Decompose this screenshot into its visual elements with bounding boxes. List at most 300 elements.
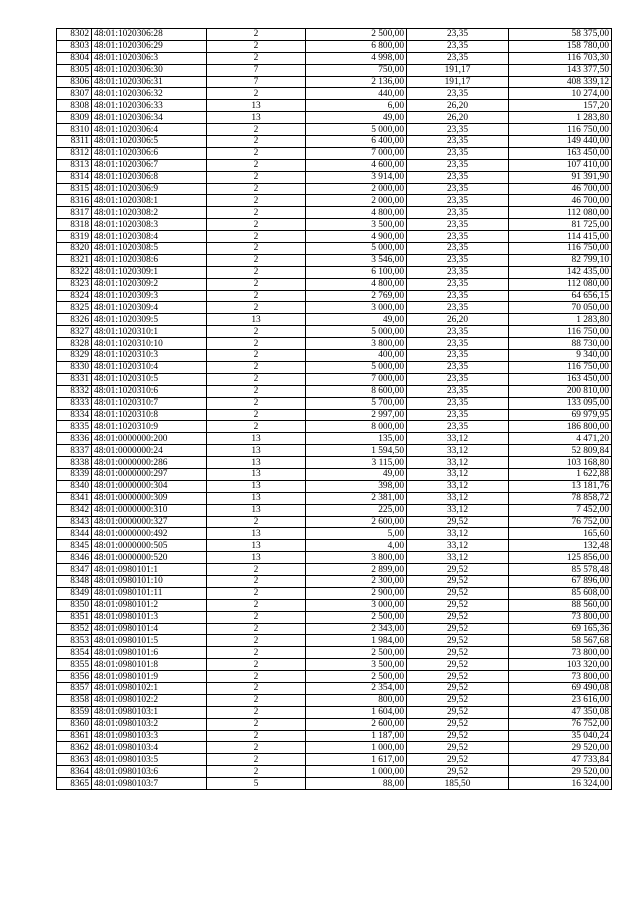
table-row xyxy=(57,373,612,385)
value-cell: 103 168,80 xyxy=(509,457,612,469)
table-row xyxy=(57,40,612,52)
area-cell: 3 500,00 xyxy=(306,659,407,671)
value-cell: 1 283,80 xyxy=(509,112,612,124)
cadastral-number-cell: 48:01:1020308:5 xyxy=(92,243,207,255)
cadastral-number-cell: 48:01:1020310:9 xyxy=(92,421,207,433)
row-number-cell: 8322 xyxy=(57,266,92,278)
value-cell: 9 340,00 xyxy=(509,350,612,362)
category-cell: 2 xyxy=(207,302,306,314)
cadastral-number-cell: 48:01:1020309:5 xyxy=(92,314,207,326)
category-cell: 2 xyxy=(207,124,306,136)
category-cell: 2 xyxy=(207,159,306,171)
area-cell: 3 914,00 xyxy=(306,171,407,183)
cadastral-number-cell: 48:01:0000000:310 xyxy=(92,504,207,516)
value-cell: 133 095,00 xyxy=(509,397,612,409)
row-number-cell: 8314 xyxy=(57,171,92,183)
category-cell: 13 xyxy=(207,528,306,540)
value-cell: 408 339,12 xyxy=(509,76,612,88)
table-row xyxy=(57,528,612,540)
row-number-cell: 8304 xyxy=(57,52,92,64)
value-cell: 47 733,84 xyxy=(509,754,612,766)
rate-cell: 26,20 xyxy=(407,100,509,112)
area-cell: 2 500,00 xyxy=(306,29,407,41)
row-number-cell: 8317 xyxy=(57,207,92,219)
row-number-cell: 8355 xyxy=(57,659,92,671)
cadastral-number-cell: 48:01:0000000:492 xyxy=(92,528,207,540)
cadastral-number-cell: 48:01:0980101:1 xyxy=(92,564,207,576)
cadastral-number-cell: 48:01:0980101:6 xyxy=(92,647,207,659)
table-row xyxy=(57,647,612,659)
area-cell: 2 381,00 xyxy=(306,492,407,504)
rate-cell: 29,52 xyxy=(407,742,509,754)
rate-cell: 29,52 xyxy=(407,730,509,742)
category-cell: 2 xyxy=(207,231,306,243)
area-cell: 2 300,00 xyxy=(306,575,407,587)
value-cell: 112 080,00 xyxy=(509,207,612,219)
area-cell: 2 136,00 xyxy=(306,76,407,88)
cadastral-number-cell: 48:01:1020306:34 xyxy=(92,112,207,124)
area-cell: 4 900,00 xyxy=(306,231,407,243)
table-row xyxy=(57,706,612,718)
area-cell: 3 000,00 xyxy=(306,302,407,314)
table-row xyxy=(57,302,612,314)
table-row xyxy=(57,243,612,255)
cadastral-number-cell: 48:01:1020309:4 xyxy=(92,302,207,314)
area-cell: 6 400,00 xyxy=(306,136,407,148)
area-cell: 750,00 xyxy=(306,64,407,76)
table-row xyxy=(57,754,612,766)
area-cell: 3 800,00 xyxy=(306,552,407,564)
category-cell: 2 xyxy=(207,373,306,385)
cadastral-number-cell: 48:01:1020310:1 xyxy=(92,326,207,338)
cadastral-number-cell: 48:01:0980101:11 xyxy=(92,587,207,599)
area-cell: 3 000,00 xyxy=(306,599,407,611)
rate-cell: 23,35 xyxy=(407,40,509,52)
row-number-cell: 8303 xyxy=(57,40,92,52)
value-cell: 116 750,00 xyxy=(509,326,612,338)
value-cell: 29 520,00 xyxy=(509,742,612,754)
area-cell: 6 100,00 xyxy=(306,266,407,278)
row-number-cell: 8361 xyxy=(57,730,92,742)
category-cell: 7 xyxy=(207,64,306,76)
cadastral-number-cell: 48:01:1020310:8 xyxy=(92,409,207,421)
value-cell: 85 608,00 xyxy=(509,587,612,599)
row-number-cell: 8315 xyxy=(57,183,92,195)
row-number-cell: 8324 xyxy=(57,290,92,302)
area-cell: 88,00 xyxy=(306,778,407,790)
area-cell: 4 998,00 xyxy=(306,52,407,64)
cadastral-number-cell: 48:01:1020306:28 xyxy=(92,29,207,41)
value-cell: 47 350,08 xyxy=(509,706,612,718)
area-cell: 2 900,00 xyxy=(306,587,407,599)
value-cell: 85 578,48 xyxy=(509,564,612,576)
rate-cell: 29,52 xyxy=(407,575,509,587)
value-cell: 69 979,95 xyxy=(509,409,612,421)
value-cell: 64 656,15 xyxy=(509,290,612,302)
category-cell: 2 xyxy=(207,278,306,290)
cadastral-number-cell: 48:01:0980101:10 xyxy=(92,575,207,587)
value-cell: 73 800,00 xyxy=(509,611,612,623)
table-body xyxy=(57,29,612,790)
value-cell: 103 320,00 xyxy=(509,659,612,671)
cadastral-number-cell: 48:01:1020306:9 xyxy=(92,183,207,195)
rate-cell: 23,35 xyxy=(407,88,509,100)
cadastral-number-cell: 48:01:1020310:6 xyxy=(92,385,207,397)
rate-cell: 33,12 xyxy=(407,528,509,540)
table-row xyxy=(57,457,612,469)
area-cell: 2 769,00 xyxy=(306,290,407,302)
table-row xyxy=(57,718,612,730)
rate-cell: 33,12 xyxy=(407,540,509,552)
rate-cell: 29,52 xyxy=(407,706,509,718)
table-row xyxy=(57,254,612,266)
rate-cell: 29,52 xyxy=(407,635,509,647)
rate-cell: 23,35 xyxy=(407,254,509,266)
area-cell: 49,00 xyxy=(306,112,407,124)
table-row xyxy=(57,611,612,623)
rate-cell: 29,52 xyxy=(407,647,509,659)
value-cell: 78 858,72 xyxy=(509,492,612,504)
cadastral-number-cell: 48:01:1020310:10 xyxy=(92,338,207,350)
area-cell: 4 800,00 xyxy=(306,278,407,290)
table-row xyxy=(57,207,612,219)
area-cell: 1 984,00 xyxy=(306,635,407,647)
category-cell: 13 xyxy=(207,540,306,552)
value-cell: 186 800,00 xyxy=(509,421,612,433)
table-row xyxy=(57,480,612,492)
table-row xyxy=(57,468,612,480)
cadastral-number-cell: 48:01:1020306:4 xyxy=(92,124,207,136)
row-number-cell: 8319 xyxy=(57,231,92,243)
area-cell: 2 500,00 xyxy=(306,671,407,683)
area-cell: 49,00 xyxy=(306,314,407,326)
rate-cell: 29,52 xyxy=(407,682,509,694)
area-cell: 4,00 xyxy=(306,540,407,552)
row-number-cell: 8325 xyxy=(57,302,92,314)
row-number-cell: 8302 xyxy=(57,29,92,41)
rate-cell: 33,12 xyxy=(407,492,509,504)
table-row xyxy=(57,124,612,136)
table-row xyxy=(57,147,612,159)
value-cell: 149 440,00 xyxy=(509,136,612,148)
category-cell: 2 xyxy=(207,754,306,766)
table-row xyxy=(57,159,612,171)
area-cell: 7 000,00 xyxy=(306,147,407,159)
category-cell: 7 xyxy=(207,76,306,88)
row-number-cell: 8329 xyxy=(57,350,92,362)
area-cell: 2 000,00 xyxy=(306,183,407,195)
table-row xyxy=(57,564,612,576)
row-number-cell: 8360 xyxy=(57,718,92,730)
rate-cell: 23,35 xyxy=(407,409,509,421)
area-cell: 1 000,00 xyxy=(306,766,407,778)
value-cell: 163 450,00 xyxy=(509,147,612,159)
cadastral-number-cell: 48:01:1020310:5 xyxy=(92,373,207,385)
category-cell: 5 xyxy=(207,778,306,790)
value-cell: 114 415,00 xyxy=(509,231,612,243)
rate-cell: 23,35 xyxy=(407,373,509,385)
category-cell: 13 xyxy=(207,492,306,504)
table-row xyxy=(57,421,612,433)
row-number-cell: 8335 xyxy=(57,421,92,433)
cadastral-number-cell: 48:01:1020306:29 xyxy=(92,40,207,52)
table-row xyxy=(57,136,612,148)
category-cell: 2 xyxy=(207,682,306,694)
value-cell: 46 700,00 xyxy=(509,195,612,207)
row-number-cell: 8346 xyxy=(57,552,92,564)
cadastral-number-cell: 48:01:0000000:309 xyxy=(92,492,207,504)
rate-cell: 26,20 xyxy=(407,112,509,124)
table-row xyxy=(57,183,612,195)
cadastral-number-cell: 48:01:0980103:6 xyxy=(92,766,207,778)
cadastral-number-cell: 48:01:1020306:5 xyxy=(92,136,207,148)
cadastral-number-cell: 48:01:0000000:304 xyxy=(92,480,207,492)
value-cell: 35 040,24 xyxy=(509,730,612,742)
row-number-cell: 8342 xyxy=(57,504,92,516)
rate-cell: 23,35 xyxy=(407,397,509,409)
cadastral-number-cell: 48:01:0980101:8 xyxy=(92,659,207,671)
rate-cell: 23,35 xyxy=(407,171,509,183)
rate-cell: 29,52 xyxy=(407,599,509,611)
row-number-cell: 8364 xyxy=(57,766,92,778)
table-row xyxy=(57,575,612,587)
category-cell: 2 xyxy=(207,290,306,302)
table-row xyxy=(57,409,612,421)
row-number-cell: 8363 xyxy=(57,754,92,766)
area-cell: 5 700,00 xyxy=(306,397,407,409)
value-cell: 76 752,00 xyxy=(509,718,612,730)
category-cell: 2 xyxy=(207,326,306,338)
table-row xyxy=(57,64,612,76)
area-cell: 2 899,00 xyxy=(306,564,407,576)
table-row xyxy=(57,100,612,112)
rate-cell: 33,12 xyxy=(407,445,509,457)
area-cell: 440,00 xyxy=(306,88,407,100)
cadastral-number-cell: 48:01:1020306:33 xyxy=(92,100,207,112)
value-cell: 165,60 xyxy=(509,528,612,540)
value-cell: 88 730,00 xyxy=(509,338,612,350)
value-cell: 23 616,00 xyxy=(509,694,612,706)
row-number-cell: 8311 xyxy=(57,136,92,148)
row-number-cell: 8318 xyxy=(57,219,92,231)
category-cell: 2 xyxy=(207,195,306,207)
area-cell: 1 604,00 xyxy=(306,706,407,718)
cadastral-number-cell: 48:01:0000000:286 xyxy=(92,457,207,469)
area-cell: 1 594,50 xyxy=(306,445,407,457)
cadastral-number-cell: 48:01:1020308:1 xyxy=(92,195,207,207)
cadastral-number-cell: 48:01:0980101:2 xyxy=(92,599,207,611)
row-number-cell: 8345 xyxy=(57,540,92,552)
row-number-cell: 8320 xyxy=(57,243,92,255)
rate-cell: 23,35 xyxy=(407,278,509,290)
rate-cell: 29,52 xyxy=(407,611,509,623)
category-cell: 2 xyxy=(207,88,306,100)
category-cell: 13 xyxy=(207,100,306,112)
row-number-cell: 8359 xyxy=(57,706,92,718)
table-row xyxy=(57,171,612,183)
table-row xyxy=(57,88,612,100)
rate-cell: 29,52 xyxy=(407,659,509,671)
row-number-cell: 8312 xyxy=(57,147,92,159)
row-number-cell: 8352 xyxy=(57,623,92,635)
category-cell: 2 xyxy=(207,611,306,623)
value-cell: 163 450,00 xyxy=(509,373,612,385)
row-number-cell: 8323 xyxy=(57,278,92,290)
rate-cell: 23,35 xyxy=(407,326,509,338)
table-row xyxy=(57,778,612,790)
value-cell: 46 700,00 xyxy=(509,183,612,195)
area-cell: 2 354,00 xyxy=(306,682,407,694)
table-row xyxy=(57,326,612,338)
cadastral-number-cell: 48:01:0000000:327 xyxy=(92,516,207,528)
rate-cell: 29,52 xyxy=(407,694,509,706)
cadastral-number-cell: 48:01:1020308:2 xyxy=(92,207,207,219)
row-number-cell: 8353 xyxy=(57,635,92,647)
cadastral-number-cell: 48:01:0000000:297 xyxy=(92,468,207,480)
area-cell: 2 600,00 xyxy=(306,516,407,528)
area-cell: 398,00 xyxy=(306,480,407,492)
value-cell: 73 800,00 xyxy=(509,647,612,659)
area-cell: 2 343,00 xyxy=(306,623,407,635)
cadastral-number-cell: 48:01:1020306:31 xyxy=(92,76,207,88)
row-number-cell: 8332 xyxy=(57,385,92,397)
value-cell: 91 391,90 xyxy=(509,171,612,183)
rate-cell: 33,12 xyxy=(407,468,509,480)
row-number-cell: 8362 xyxy=(57,742,92,754)
row-number-cell: 8316 xyxy=(57,195,92,207)
row-number-cell: 8347 xyxy=(57,564,92,576)
table-row xyxy=(57,385,612,397)
category-cell: 2 xyxy=(207,647,306,659)
value-cell: 116 750,00 xyxy=(509,243,612,255)
row-number-cell: 8333 xyxy=(57,397,92,409)
value-cell: 158 780,00 xyxy=(509,40,612,52)
area-cell: 5,00 xyxy=(306,528,407,540)
category-cell: 2 xyxy=(207,694,306,706)
table-row xyxy=(57,682,612,694)
category-cell: 2 xyxy=(207,254,306,266)
area-cell: 1 617,00 xyxy=(306,754,407,766)
cadastral-number-cell: 48:01:1020309:3 xyxy=(92,290,207,302)
row-number-cell: 8354 xyxy=(57,647,92,659)
cadastral-number-cell: 48:01:0980102:1 xyxy=(92,682,207,694)
rate-cell: 23,35 xyxy=(407,29,509,41)
table-row xyxy=(57,623,612,635)
rate-cell: 23,35 xyxy=(407,266,509,278)
area-cell: 400,00 xyxy=(306,350,407,362)
rate-cell: 23,35 xyxy=(407,147,509,159)
table-row xyxy=(57,52,612,64)
rate-cell: 33,12 xyxy=(407,433,509,445)
rate-cell: 23,35 xyxy=(407,338,509,350)
value-cell: 29 520,00 xyxy=(509,766,612,778)
row-number-cell: 8341 xyxy=(57,492,92,504)
row-number-cell: 8357 xyxy=(57,682,92,694)
table-row xyxy=(57,231,612,243)
category-cell: 2 xyxy=(207,635,306,647)
rate-cell: 29,52 xyxy=(407,564,509,576)
rate-cell: 29,52 xyxy=(407,766,509,778)
area-cell: 4 600,00 xyxy=(306,159,407,171)
area-cell: 2 500,00 xyxy=(306,611,407,623)
value-cell: 52 809,84 xyxy=(509,445,612,457)
cadastral-value-table xyxy=(56,28,612,790)
table-row xyxy=(57,766,612,778)
cadastral-number-cell: 48:01:0980101:4 xyxy=(92,623,207,635)
category-cell: 2 xyxy=(207,659,306,671)
row-number-cell: 8305 xyxy=(57,64,92,76)
row-number-cell: 8351 xyxy=(57,611,92,623)
area-cell: 2 997,00 xyxy=(306,409,407,421)
rate-cell: 191,17 xyxy=(407,76,509,88)
area-cell: 5 000,00 xyxy=(306,361,407,373)
table-row xyxy=(57,29,612,41)
cadastral-number-cell: 48:01:0980103:4 xyxy=(92,742,207,754)
category-cell: 2 xyxy=(207,575,306,587)
rate-cell: 23,35 xyxy=(407,290,509,302)
row-number-cell: 8343 xyxy=(57,516,92,528)
value-cell: 81 725,00 xyxy=(509,219,612,231)
rate-cell: 23,35 xyxy=(407,385,509,397)
rate-cell: 29,52 xyxy=(407,587,509,599)
cadastral-number-cell: 48:01:0000000:520 xyxy=(92,552,207,564)
category-cell: 13 xyxy=(207,480,306,492)
area-cell: 3 115,00 xyxy=(306,457,407,469)
area-cell: 2 500,00 xyxy=(306,647,407,659)
category-cell: 2 xyxy=(207,599,306,611)
table-row xyxy=(57,730,612,742)
value-cell: 200 810,00 xyxy=(509,385,612,397)
row-number-cell: 8330 xyxy=(57,361,92,373)
category-cell: 13 xyxy=(207,468,306,480)
value-cell: 125 856,00 xyxy=(509,552,612,564)
category-cell: 2 xyxy=(207,623,306,635)
category-cell: 2 xyxy=(207,397,306,409)
rate-cell: 23,35 xyxy=(407,243,509,255)
cadastral-number-cell: 48:01:0000000:505 xyxy=(92,540,207,552)
area-cell: 5 000,00 xyxy=(306,243,407,255)
table-row xyxy=(57,694,612,706)
category-cell: 2 xyxy=(207,766,306,778)
rate-cell: 29,52 xyxy=(407,718,509,730)
cadastral-number-cell: 48:01:0980103:2 xyxy=(92,718,207,730)
category-cell: 2 xyxy=(207,147,306,159)
table-row xyxy=(57,599,612,611)
area-cell: 4 800,00 xyxy=(306,207,407,219)
row-number-cell: 8337 xyxy=(57,445,92,457)
table-row xyxy=(57,671,612,683)
value-cell: 7 452,00 xyxy=(509,504,612,516)
table-row xyxy=(57,278,612,290)
category-cell: 2 xyxy=(207,587,306,599)
cadastral-number-cell: 48:01:1020306:8 xyxy=(92,171,207,183)
rate-cell: 23,35 xyxy=(407,207,509,219)
value-cell: 142 435,00 xyxy=(509,266,612,278)
table-row xyxy=(57,350,612,362)
rate-cell: 23,35 xyxy=(407,159,509,171)
area-cell: 8 000,00 xyxy=(306,421,407,433)
row-number-cell: 8309 xyxy=(57,112,92,124)
value-cell: 16 324,00 xyxy=(509,778,612,790)
row-number-cell: 8327 xyxy=(57,326,92,338)
row-number-cell: 8321 xyxy=(57,254,92,266)
row-number-cell: 8358 xyxy=(57,694,92,706)
category-cell: 13 xyxy=(207,112,306,124)
rate-cell: 23,35 xyxy=(407,350,509,362)
table-row xyxy=(57,266,612,278)
table-row xyxy=(57,219,612,231)
row-number-cell: 8336 xyxy=(57,433,92,445)
